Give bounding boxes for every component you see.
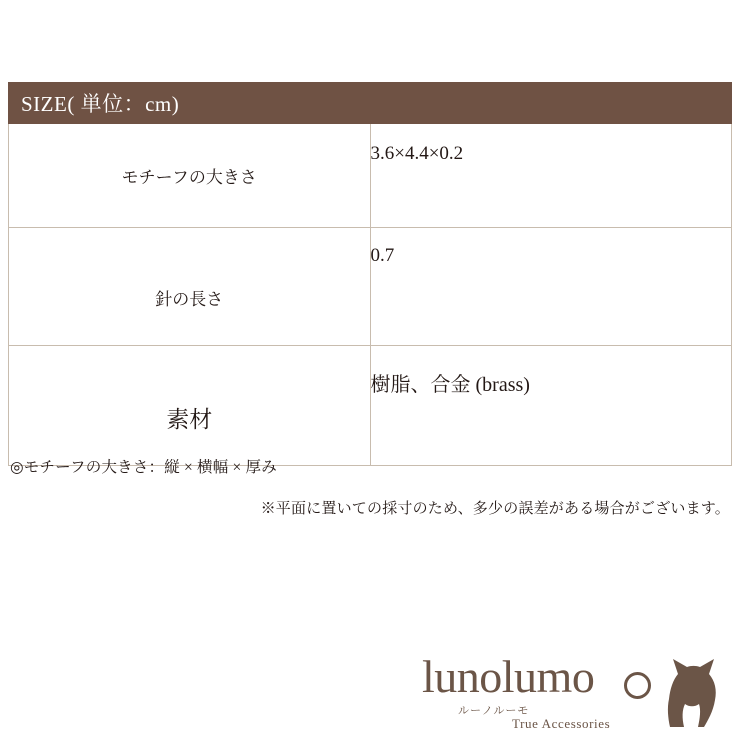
size-table [8,82,732,466]
table-header-row [9,83,732,124]
row-value-material: 樹脂、合金 (brass) [370,346,732,466]
table-row [9,346,732,466]
brand-logo-wordmark: lunolumo [422,651,595,702]
row-label-material: 素材 [9,346,371,466]
row-label-pin-length: 針の長さ [9,228,371,346]
row-label-motif-size: モチーフの大きさ [9,124,371,228]
table-row [9,228,732,346]
note-measurement-tolerance: ※平面に置いての採寸のため、多少の誤差がある場合がございます。 [260,501,730,517]
table-row [9,124,732,228]
note-motif-dimensions: ◎モチーフの大きさ：縦 × 横幅 × 厚み [10,459,277,476]
brand-logo-subtitle-jp: ルーノルーモ [458,705,530,717]
row-value-pin-length: 0.7 [370,228,732,346]
table-header-title: SIZE( 単位：cm) [9,83,732,124]
brand-logo-circle-icon [624,672,651,699]
row-value-motif-size: 3.6×4.4×0.2 [370,124,732,228]
brand-logo [422,650,722,730]
brand-logo-subtitle-en: True Accessories [512,716,611,731]
cat-icon [660,658,722,728]
